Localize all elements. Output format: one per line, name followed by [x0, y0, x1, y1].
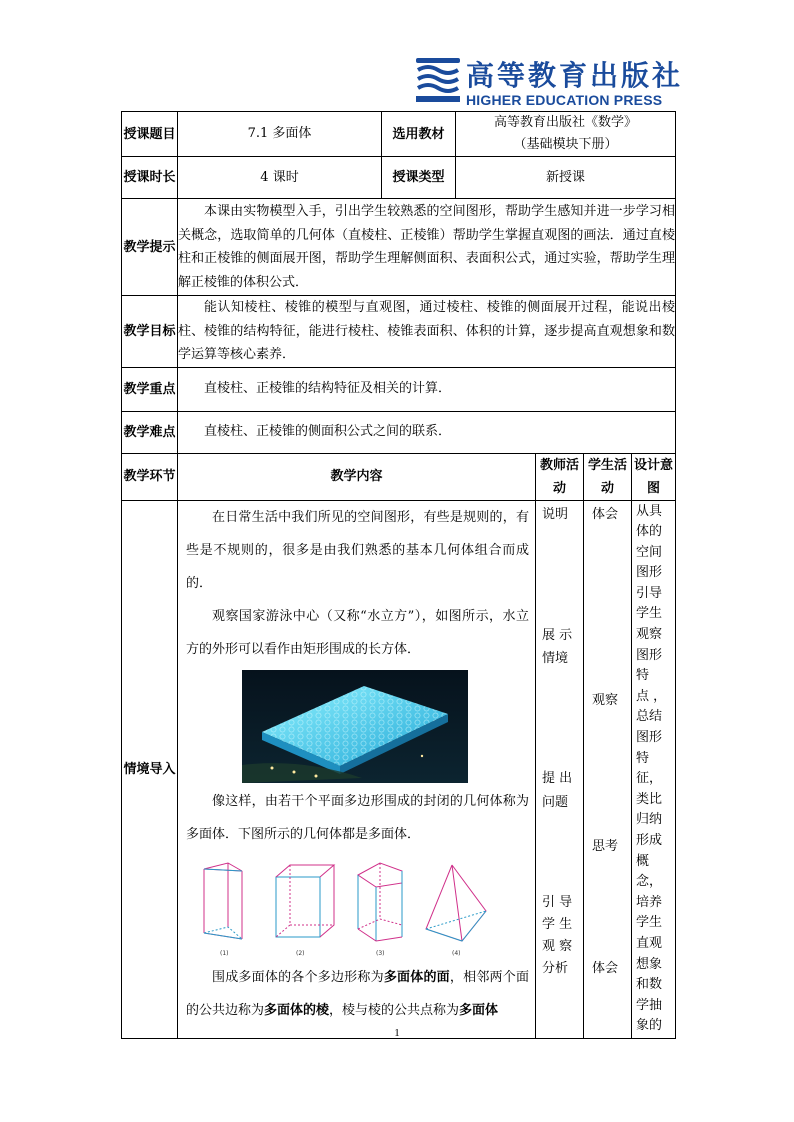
cuboid-figure: [276, 865, 334, 937]
difficulty-text: 直棱柱、正棱锥的侧面积公式之间的联系．: [178, 411, 676, 453]
student-activity-cell: [584, 500, 632, 1038]
figure-label-4: (4): [452, 949, 461, 957]
para4-part-a: 围成多面体的各个多边形称为: [212, 969, 384, 985]
publisher-emblem-icon: [414, 52, 464, 108]
textbook-value: [456, 112, 676, 157]
design-intent-line: 学生: [636, 915, 663, 931]
design-intent-line: 归纳: [636, 812, 663, 828]
teacher-act-9: 分析: [542, 960, 569, 976]
design-intent-line: 概: [636, 853, 650, 869]
difficulty-label: 教学难点: [122, 411, 178, 453]
design-intent-line: 学生: [636, 606, 663, 622]
key-point-text: 直棱柱、正棱锥的结构特征及相关的计算．: [178, 367, 676, 411]
design-intent-line: 形成: [636, 833, 663, 848]
design-intent-line: 念，: [636, 874, 663, 890]
water-cube-photo: [242, 670, 468, 783]
teacher-act-3: 情境: [542, 650, 569, 666]
teacher-activity-cell: [536, 500, 584, 1038]
design-intent-line: 培养: [636, 894, 663, 910]
page-number: 1: [394, 1027, 400, 1039]
student-act-1: 体会: [592, 506, 619, 522]
design-intent-line: 从具: [636, 503, 663, 519]
design-intent-cell: [632, 500, 676, 1038]
design-intent-line: 观察: [636, 627, 663, 643]
type-value: 新授课: [456, 157, 676, 199]
figure-label-2: (2): [296, 949, 305, 957]
term-face: 多面体的面: [383, 969, 450, 985]
teacher-act-7: 学 生: [542, 916, 573, 932]
pentagonal-prism-figure: [358, 863, 402, 941]
design-intent-line: 特: [636, 750, 650, 766]
key-point-label: 教学重点: [122, 367, 178, 411]
stage-header: 教学环节: [122, 453, 178, 500]
design-intent-line: 特: [636, 668, 650, 684]
teacher-act-5: 问题: [542, 794, 569, 810]
tips-label: 教学提示: [122, 199, 178, 296]
design-intent-line: 体的: [636, 524, 663, 540]
content-para-4: [186, 961, 529, 1027]
design-intent-line: 引导: [636, 585, 663, 601]
para4-part-e: ，棱与棱的公共点称为: [329, 1002, 460, 1018]
publisher-logo: [414, 52, 684, 110]
teacher-activity-header: 教师活动: [536, 453, 584, 500]
design-intent-line: 学抽: [636, 997, 663, 1013]
type-label: 授课类型: [382, 157, 456, 199]
teacher-act-8: 观 察: [542, 938, 573, 954]
teacher-act-6: 引 导: [542, 894, 573, 910]
textbook-label: 选用教材: [382, 112, 456, 157]
stage-name: 情境导入: [122, 500, 178, 1038]
tips-text: 本课由实物模型入手，引出学生较熟悉的空间图形，帮助学生感知并进一步学习相关概念，选取简单的几何体（直棱柱、正棱锥）帮助学生掌握直观图的画法．通过直棱柱和正棱锥的侧面展开图，帮助学生理解侧面积、表面积公式，通过实验，帮助学生理解正棱锥的体积公式．: [178, 199, 676, 296]
design-intent-line: 征，: [636, 771, 663, 787]
design-intent-line: 点 ，: [636, 688, 667, 704]
design-intent-line: 图形: [636, 565, 663, 581]
textbook-line2: （基础模块下册）: [513, 137, 618, 152]
student-act-3: 思考: [592, 838, 619, 854]
pyramid-figure: [426, 865, 486, 941]
para4-part-c: ，相邻两个面的公共边称为: [186, 969, 529, 1018]
goals-text: 能认知棱柱、棱锥的模型与直观图，通过棱柱、棱锥的侧面展开过程，能说出棱柱、棱锥的结构特征，能进行棱柱、棱锥表面积、体积的计算，逐步提高直观想象和数学运算等核心素养．: [178, 296, 676, 368]
content-body: [178, 501, 535, 1027]
design-intent-header: 设计意图: [632, 453, 676, 500]
student-activity-header: 学生活动: [584, 453, 632, 500]
content-para-1: 在日常生活中我们所见的空间图形，有些是规则的，有些是不规则的，很多是由我们熟悉的基本几何体组合而成的．: [186, 509, 529, 591]
design-intent-line: 直观: [636, 935, 663, 951]
student-act-2: 观察: [592, 692, 619, 708]
design-intent-line: 类比: [636, 791, 663, 807]
content-para-2: 观察国家游泳中心（又称“水立方”），如图所示，水立方的外形可以看作由矩形围成的长方体．: [186, 608, 529, 657]
triangular-prism-figure: [204, 863, 242, 939]
content-para-3: 像这样，由若干个平面多边形围成的封闭的几何体称为多面体．下图所示的几何体都是多面体．: [186, 793, 529, 842]
design-intent-line: 图形: [636, 730, 663, 746]
textbook-line1: 高等教育出版社《数学》: [494, 115, 638, 130]
content-header: 教学内容: [178, 453, 536, 500]
term-vertex: 多面体: [459, 1002, 499, 1018]
figure-label-1: (1): [220, 949, 229, 957]
publisher-name-en: HIGHER EDUCATION PRESS: [466, 92, 663, 108]
duration-label: 授课时长: [122, 157, 178, 199]
publisher-name-cn: 高等教育出版社: [466, 59, 684, 92]
design-intent-list: [632, 501, 675, 1037]
design-intent-line: 图形: [636, 647, 663, 663]
term-edge: 多面体的棱: [264, 1002, 330, 1018]
student-act-4: 体会: [592, 960, 619, 976]
topic-label: 授课题目: [122, 112, 178, 157]
design-intent-line: 总结: [636, 709, 663, 725]
content-cell: [178, 500, 536, 1038]
goals-label: 教学目标: [122, 296, 178, 368]
teacher-act-1: 说明: [542, 506, 569, 522]
design-intent-line: 和数: [636, 977, 663, 993]
figure-label-3: (3): [376, 949, 385, 957]
design-intent-line: 象的: [636, 1018, 663, 1034]
design-intent-line: 空间: [636, 544, 663, 560]
design-intent-line: 想象: [636, 956, 663, 972]
teacher-act-2: 展 示: [542, 627, 573, 643]
polyhedra-figures: [190, 857, 530, 959]
duration-value: 4 课时: [178, 157, 382, 199]
lesson-plan-table: [121, 111, 676, 1039]
topic-value: 7.1 多面体: [178, 112, 382, 157]
teacher-act-4: 提 出: [542, 770, 573, 786]
